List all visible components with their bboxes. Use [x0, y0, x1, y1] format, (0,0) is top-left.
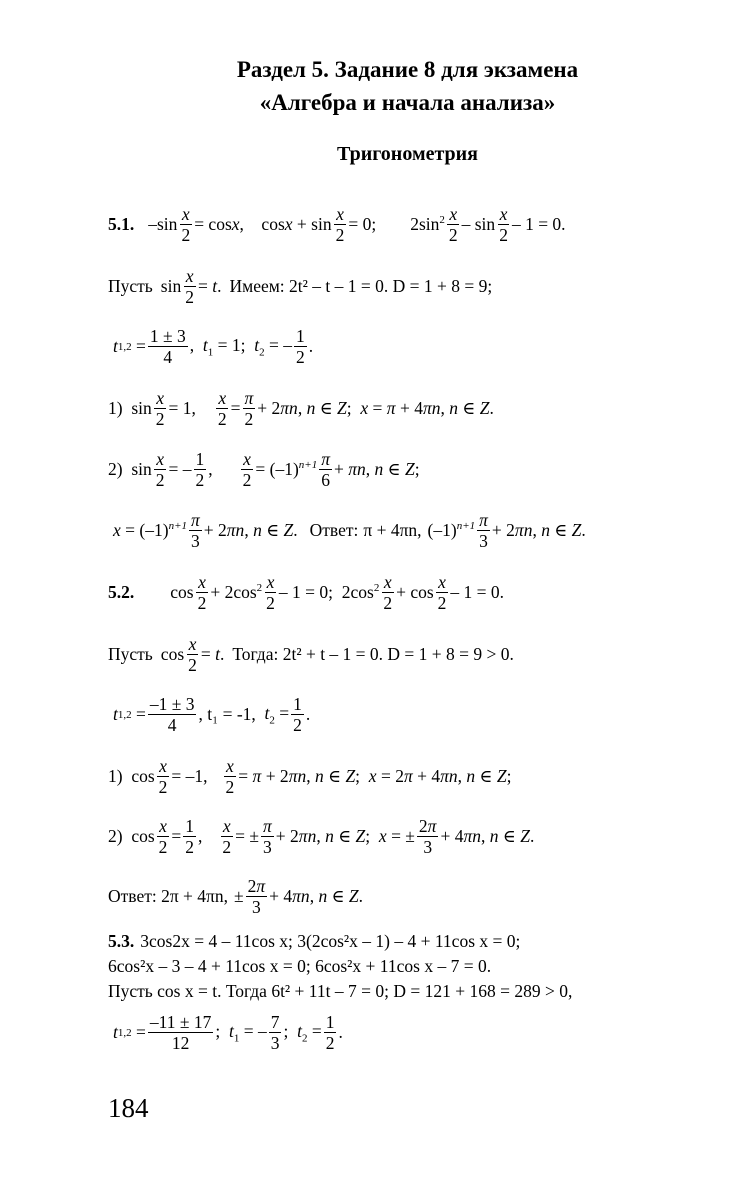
problem-5-3-line-3: Пусть cos x = t. Тогда 6t² + 11t – 7 = 0; D = 121 + 168 = 289 > 0,	[108, 981, 573, 1001]
problem-5-1-equation: 5.1. –sin $\frac{x}{2}$ = cosx, cosx + sin $\frac{x}{2}$ = 0; $2\sin^2$ $\frac{x}{2}$ – sin $\frac{x}{2}$ – 1 = 0.	[108, 204, 566, 246]
case-2-line: 2) cos $\frac{x}{2}$ = $\frac{1}{2}$ , $\frac{x}{2}$ = ± $\frac{\pi}{3}$ + 2πn, n ∈ Z; x = ± $\frac{2\pi}{3}$ + 4πn, n ∈ Z.	[108, 816, 535, 858]
roots-line: t 1,2 = $\frac{-1 \pm 3}{4}$ , t₁ = -1, $t_2$ = $\frac{1}{2}$ .	[113, 694, 311, 736]
section-title: Раздел 5. Задание 8 для экзамена	[236, 57, 579, 82]
problem-number: 5.2.	[108, 582, 135, 603]
section-subtitle: «Алгебра и начала анализа»	[259, 90, 556, 115]
page-number: 184	[108, 1093, 149, 1123]
roots-line: t 1,2 = $\frac{-11 \pm 17}{12}$ ; $t_1$ = – $\frac{7}{3}$ ; $t_2$ = $\frac{1}{2}$ .	[113, 1012, 343, 1054]
problem-5-3-line-1: 5.3. 3cos2x = 4 – 11cos x; 3(2cos²x – 1) – 4 + 11cos x = 0;	[108, 931, 521, 951]
roots-line: t 1,2 = $\frac{1 \pm 3}{4}$ , $t_1 = 1$; $t_2$ = – $\frac{1}{2}$ .	[113, 326, 314, 368]
substitution-line: Пусть cos $\frac{x}{2}$ = t. Тогда: 2t² + t – 1 = 0. D = 1 + 8 = 9 > 0.	[108, 634, 514, 676]
problem-5-3-line-2: 6cos²x – 3 – 4 + 11cos x = 0; 6cos²x + 11cos x – 7 = 0.	[108, 956, 492, 976]
substitution-line: Пусть sin $\frac{x}{2}$ = t. Имеем: 2t² – t – 1 = 0. D = 1 + 8 = 9;	[108, 266, 493, 308]
case-1-line: 1) cos $\frac{x}{2}$ = –1, $\frac{x}{2}$ = π + 2πn, n ∈ Z; x = 2π + 4πn, n ∈ Z;	[108, 756, 512, 798]
problem-5-2-equation: 5.2. cos $\frac{x}{2}$ + $2\cos^2$ $\frac{x}{2}$ – 1 = 0; $2\cos^2$ $\frac{x}{2}$ + cos $\frac{x}{2}$ – 1 = 0.	[108, 572, 505, 614]
case-2-line: 2) sin $\frac{x}{2}$ = – $\frac{1}{2}$ , $\frac{x}{2}$ = $(-1)^{n+1}$ $\frac{\pi}{6}$ + πn, n ∈ Z;	[108, 449, 420, 491]
topic-heading: Тригонометрия	[337, 143, 478, 165]
problem-number: 5.3.	[108, 931, 135, 951]
case-1-line: 1) sin $\frac{x}{2}$ = 1, $\frac{x}{2}$ = $\frac{\pi}{2}$ + 2πn, n ∈ Z; x = π + 4πn, n ∈ Z.	[108, 388, 494, 430]
problem-number: 5.1.	[108, 214, 135, 235]
answer-5-1-line: $x = (-1)^{n+1}$ $\frac{\pi}{3}$ + 2πn, n ∈ Z. Ответ: π + 4πn, $(-1)^{n+1}$ $\frac{\pi}{3}$ + 2πn, n ∈ Z.	[113, 510, 586, 552]
answer-5-2-line: Ответ: 2π + 4πn, ± $\frac{2\pi}{3}$ + 4πn, n ∈ Z.	[108, 876, 364, 918]
